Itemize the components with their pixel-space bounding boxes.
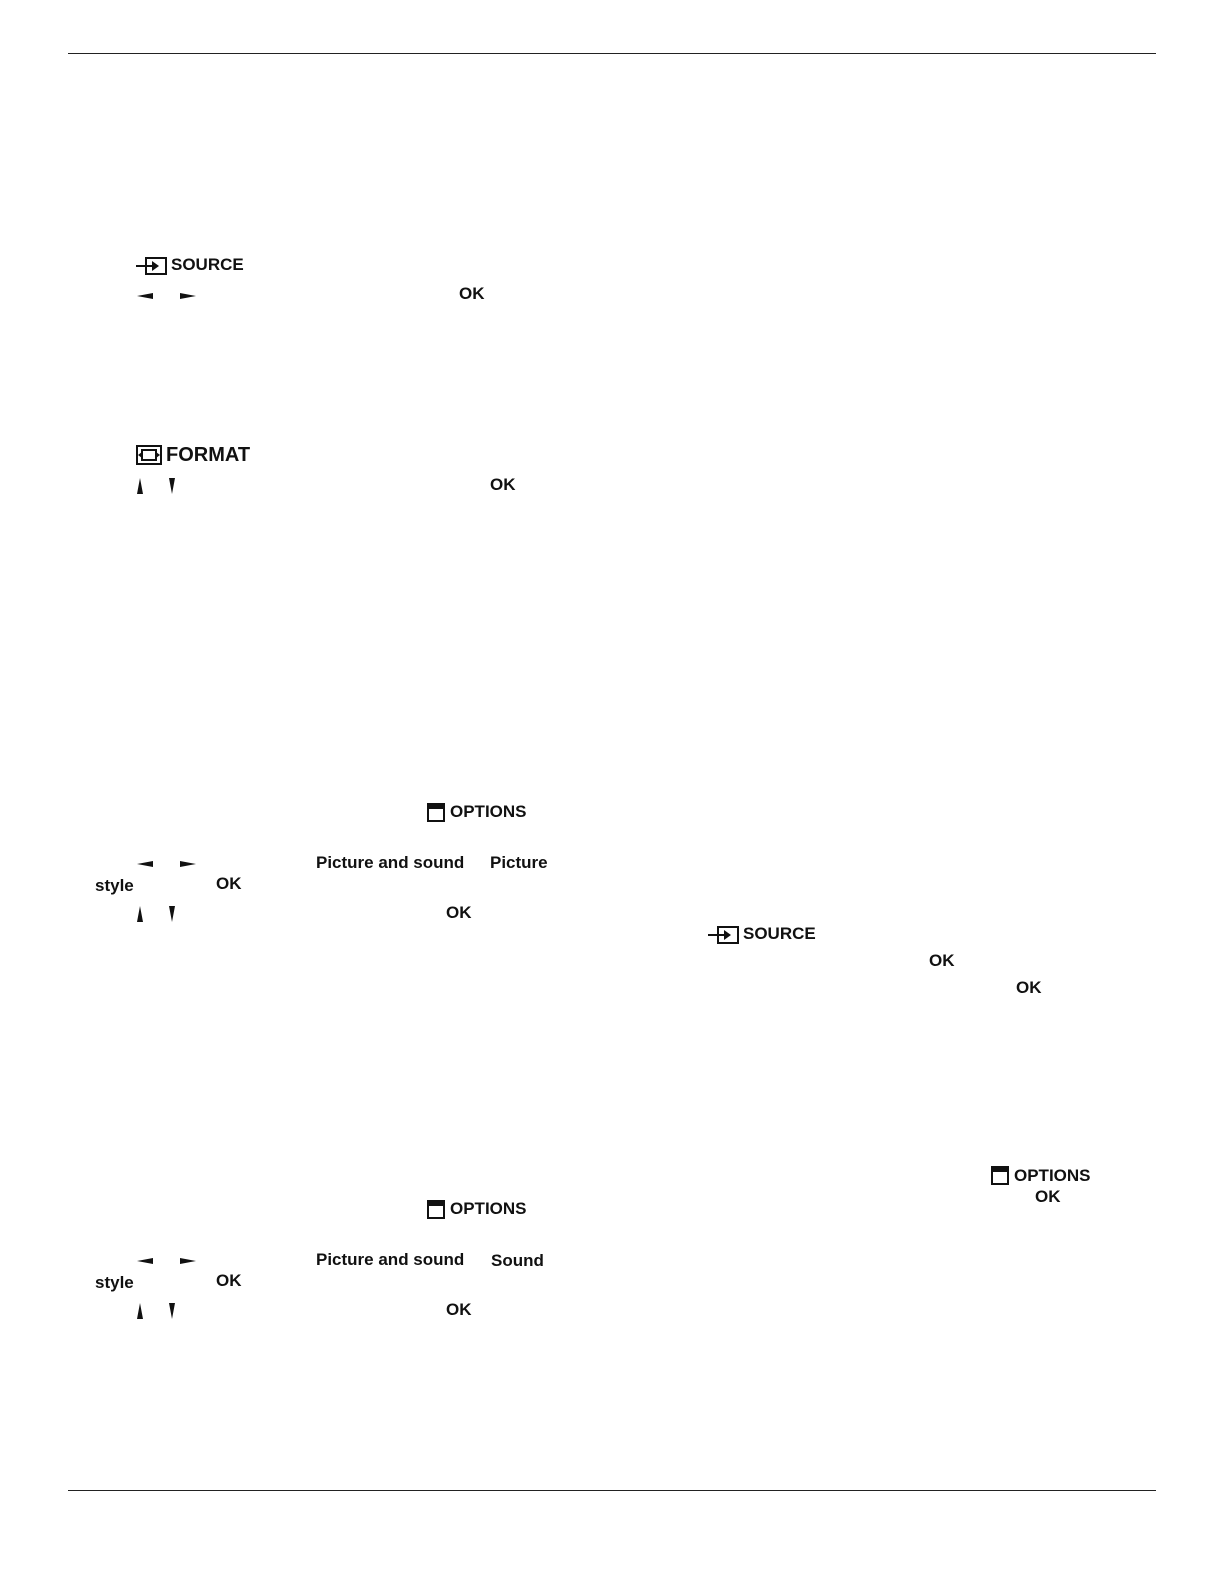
footer-rule bbox=[68, 1490, 1156, 1491]
arrow-right-icon bbox=[180, 1257, 196, 1265]
item-label: Picture bbox=[490, 853, 548, 872]
ok-label: OK bbox=[446, 1300, 472, 1319]
source-input-icon bbox=[136, 257, 168, 275]
item-label-cont: style bbox=[95, 1273, 134, 1292]
arrow-up-icon bbox=[137, 478, 143, 494]
menu-label: Picture and sound bbox=[316, 853, 465, 872]
header-rule bbox=[68, 53, 1156, 54]
arrow-down-icon bbox=[169, 1303, 175, 1319]
ok-label: OK bbox=[490, 475, 516, 494]
item-label: Sound bbox=[491, 1251, 544, 1270]
arrow-left-icon bbox=[137, 860, 153, 868]
ok-label: OK bbox=[446, 903, 472, 922]
menu-label: Picture and sound bbox=[316, 1250, 465, 1269]
options-key-label: OPTIONS bbox=[450, 1199, 527, 1218]
arrow-right-icon bbox=[180, 860, 196, 868]
arrow-up-icon bbox=[137, 906, 143, 922]
arrow-right-icon bbox=[180, 292, 196, 300]
source-input-icon bbox=[708, 926, 740, 944]
format-key-label: FORMAT bbox=[166, 444, 251, 466]
arrow-down-icon bbox=[169, 478, 175, 494]
format-icon bbox=[136, 445, 162, 465]
arrow-up-icon bbox=[137, 1303, 143, 1319]
ok-label: OK bbox=[216, 874, 242, 893]
source-key-label: SOURCE bbox=[171, 255, 244, 274]
ok-label: OK bbox=[1016, 978, 1042, 997]
options-icon bbox=[427, 1200, 445, 1219]
arrow-left-icon bbox=[137, 1257, 153, 1265]
item-label-cont: style bbox=[95, 876, 134, 895]
ok-label: OK bbox=[459, 284, 485, 303]
options-icon bbox=[991, 1166, 1009, 1185]
ok-label: OK bbox=[929, 951, 955, 970]
ok-label: OK bbox=[1035, 1187, 1061, 1206]
arrow-left-icon bbox=[137, 292, 153, 300]
options-icon bbox=[427, 803, 445, 822]
source-key-label: SOURCE bbox=[743, 924, 816, 943]
options-key-label: OPTIONS bbox=[1014, 1166, 1091, 1185]
ok-label: OK bbox=[216, 1271, 242, 1290]
arrow-down-icon bbox=[169, 906, 175, 922]
options-key-label: OPTIONS bbox=[450, 802, 527, 821]
